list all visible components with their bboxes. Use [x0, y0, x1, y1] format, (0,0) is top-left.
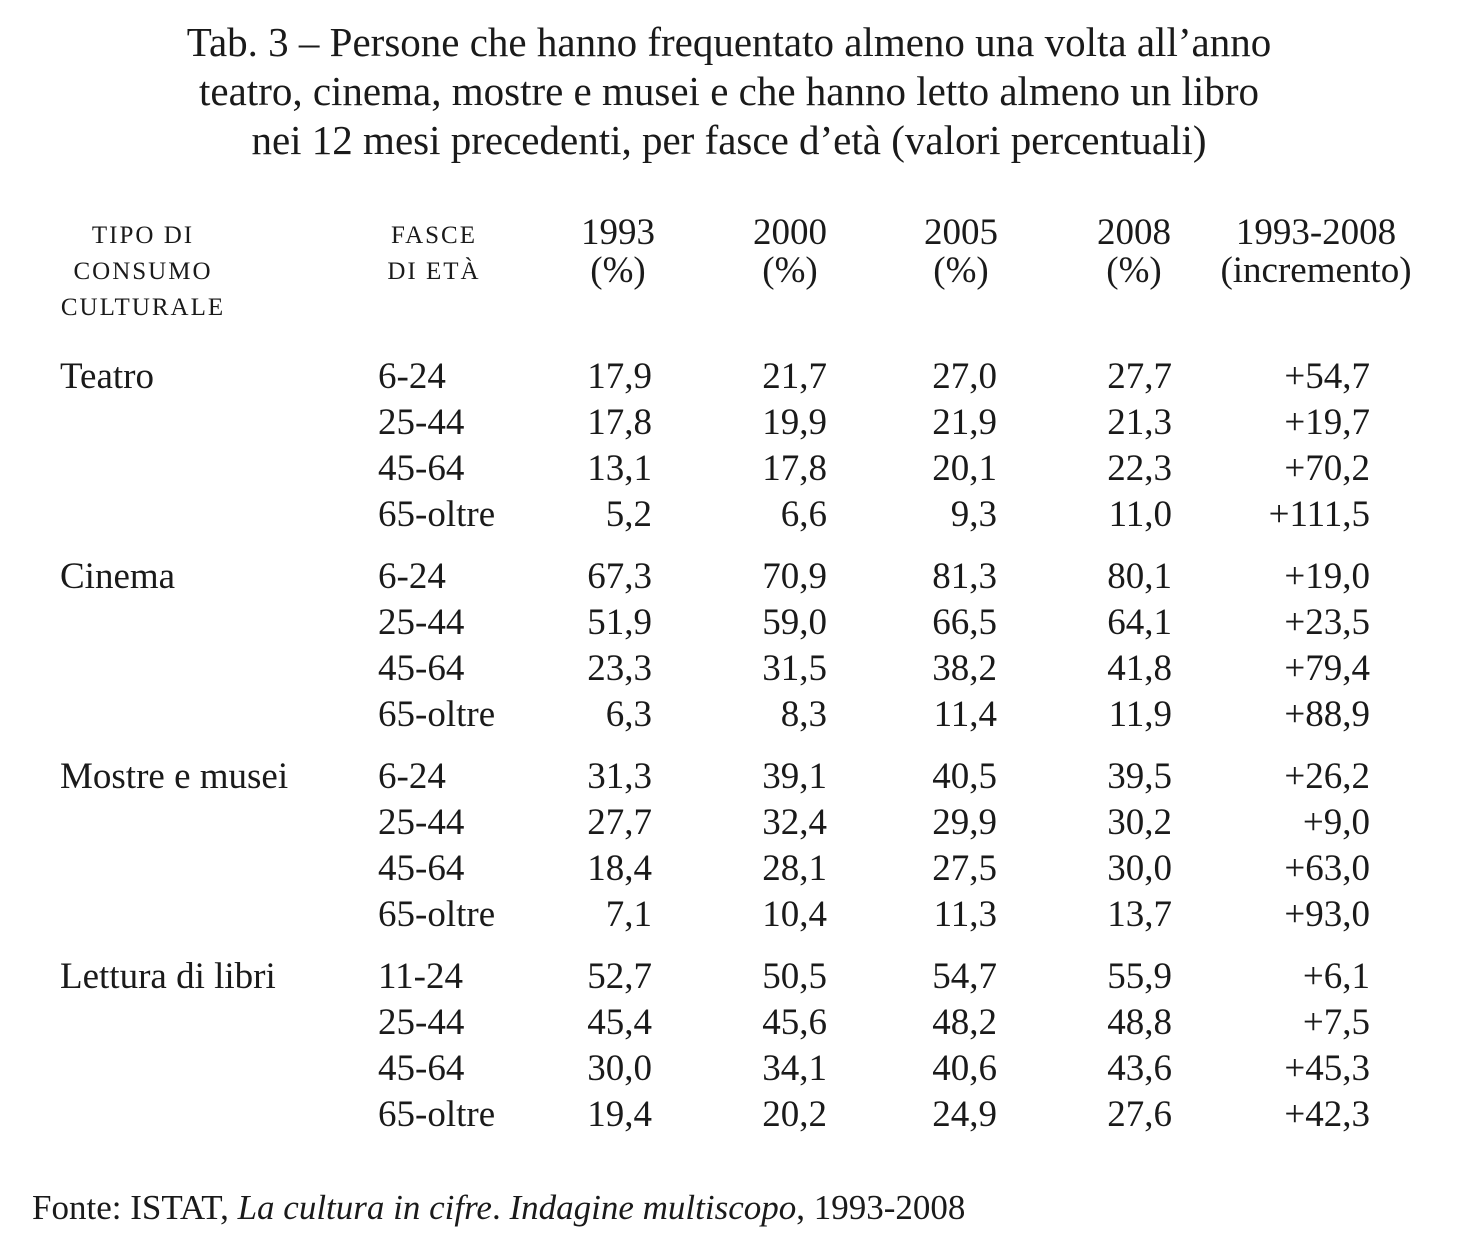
title-line-2: teatro, cinema, mostre e musei e che hanno letto almeno un libro [199, 68, 1259, 114]
value-cell: 38,2 [932, 648, 997, 689]
value-cell: 17,8 [587, 402, 652, 443]
value-cell: 43,6 [1107, 1048, 1172, 1089]
source-middle: . [491, 1188, 510, 1227]
header-col-2005 [891, 214, 1031, 290]
value-cell: 27,0 [932, 356, 997, 397]
source-prefix: Fonte: ISTAT, [32, 1188, 238, 1227]
value-cell: 11,9 [1108, 694, 1172, 735]
age-band-cell: 65-oltre [378, 494, 496, 535]
header-col-year: 1993-2008 [1235, 212, 1397, 253]
value-cell: 48,8 [1107, 1002, 1172, 1043]
age-band-cell: 45-64 [378, 1048, 465, 1089]
value-cell: 22,3 [1107, 448, 1172, 489]
value-cell: 21,9 [932, 402, 997, 443]
title-line-1: Tab. 3 – Persone che hanno frequentato almeno una volta all’anno [186, 19, 1272, 65]
header-col-1993 [548, 214, 688, 290]
value-cell: +9,0 [1302, 802, 1370, 843]
age-band-cell: 65-oltre [378, 894, 496, 935]
value-cell: +19,7 [1284, 402, 1370, 443]
age-band-cell: 6-24 [378, 756, 446, 797]
value-cell: 30,0 [587, 1048, 652, 1089]
value-cell: +54,7 [1284, 356, 1370, 397]
age-band-cell: 25-44 [378, 402, 465, 443]
header-col-year: 2005 [924, 212, 998, 253]
value-cell: 81,3 [932, 556, 997, 597]
value-cell: 13,1 [587, 448, 652, 489]
value-cell: 5,2 [605, 494, 652, 535]
value-cell: 18,4 [587, 848, 652, 889]
age-band-cell: 25-44 [378, 802, 465, 843]
value-cell: +45,3 [1284, 1048, 1370, 1089]
value-cell: +19,0 [1284, 556, 1370, 597]
age-band-cell: 65-oltre [378, 1094, 496, 1135]
header-tipo-line: CONSUMO [73, 258, 213, 285]
age-band-cell: 11-24 [378, 956, 463, 997]
header-col-2008 [1064, 214, 1204, 290]
value-cell: 20,1 [932, 448, 997, 489]
value-cell: +93,0 [1284, 894, 1370, 935]
value-cell: +79,4 [1284, 648, 1370, 689]
value-cell: 45,6 [762, 1002, 827, 1043]
value-cell: 10,4 [762, 894, 827, 935]
value-cell: 41,8 [1107, 648, 1172, 689]
header-col-unit: (incremento) [1220, 250, 1412, 291]
header-fasce [364, 218, 504, 290]
value-cell: 27,5 [932, 848, 997, 889]
age-band-cell: 45-64 [378, 848, 465, 889]
header-col-year: 2008 [1097, 212, 1171, 253]
value-cell: 6,6 [780, 494, 827, 535]
value-cell: 39,1 [762, 756, 827, 797]
header-fasce-line: DI ETÀ [387, 258, 481, 285]
value-cell: 19,9 [762, 402, 827, 443]
value-cell: +26,2 [1284, 756, 1370, 797]
age-band-cell: 25-44 [378, 1002, 465, 1043]
value-cell: 67,3 [587, 556, 652, 597]
age-band-cell: 6-24 [378, 556, 446, 597]
value-cell: 20,2 [762, 1094, 827, 1135]
value-cell: +111,5 [1268, 494, 1370, 535]
value-cell: 17,8 [762, 448, 827, 489]
source-title: La cultura in cifre [237, 1188, 492, 1227]
value-cell: 51,9 [587, 602, 652, 643]
value-cell: 27,7 [587, 802, 652, 843]
value-cell: 11,0 [1108, 494, 1172, 535]
value-cell: 19,4 [587, 1094, 652, 1135]
value-cell: 31,5 [762, 648, 827, 689]
value-cell: 40,5 [932, 756, 997, 797]
value-cell: 30,0 [1107, 848, 1172, 889]
value-cell: 21,7 [762, 356, 827, 397]
value-cell: 64,1 [1107, 602, 1172, 643]
value-cell: 29,9 [932, 802, 997, 843]
header-col-unit: (%) [762, 250, 818, 291]
header-tipo [30, 218, 256, 326]
source-subtitle: Indagine multiscopo [509, 1188, 797, 1227]
value-cell: 8,3 [780, 694, 827, 735]
age-band-cell: 6-24 [378, 356, 446, 397]
value-cell: 59,0 [762, 602, 827, 643]
value-cell: 34,1 [762, 1048, 827, 1089]
value-cell: 30,2 [1107, 802, 1172, 843]
group-label: Mostre e musei [60, 756, 289, 797]
value-cell: 32,4 [762, 802, 827, 843]
source-suffix: , 1993-2008 [796, 1188, 966, 1227]
age-band-cell: 45-64 [378, 648, 465, 689]
value-cell: 31,3 [587, 756, 652, 797]
value-cell: 55,9 [1107, 956, 1172, 997]
value-cell: +88,9 [1284, 694, 1370, 735]
header-col-2000 [720, 214, 860, 290]
header-col-unit: (%) [1106, 250, 1162, 291]
value-cell: 21,3 [1107, 402, 1172, 443]
value-cell: 13,7 [1107, 894, 1172, 935]
value-cell: 7,1 [605, 894, 652, 935]
value-cell: 27,7 [1107, 356, 1172, 397]
value-cell: 70,9 [762, 556, 827, 597]
header-tipo-line: CULTURALE [60, 294, 226, 321]
header-tipo-line: TIPO DI [91, 222, 195, 249]
group-label: Teatro [60, 356, 154, 397]
header-col-unit: (%) [590, 250, 646, 291]
value-cell: 11,4 [933, 694, 997, 735]
source-note [32, 1186, 965, 1230]
value-cell: 40,6 [932, 1048, 997, 1089]
value-cell: 66,5 [932, 602, 997, 643]
header-col-increment [1196, 214, 1436, 290]
header-fasce-line: FASCE [391, 222, 477, 249]
value-cell: 24,9 [932, 1094, 997, 1135]
value-cell: 9,3 [950, 494, 997, 535]
value-cell: 39,5 [1107, 756, 1172, 797]
header-col-unit: (%) [933, 250, 989, 291]
value-cell: +63,0 [1284, 848, 1370, 889]
value-cell: +7,5 [1302, 1002, 1370, 1043]
value-cell: 54,7 [932, 956, 997, 997]
group-label: Lettura di libri [60, 956, 276, 997]
value-cell: 50,5 [762, 956, 827, 997]
value-cell: 48,2 [932, 1002, 997, 1043]
value-cell: 80,1 [1107, 556, 1172, 597]
header-col-year: 1993 [581, 212, 655, 253]
age-band-cell: 25-44 [378, 602, 465, 643]
age-band-cell: 65-oltre [378, 694, 496, 735]
value-cell: +6,1 [1302, 956, 1370, 997]
title-line-3: nei 12 mesi precedenti, per fasce d’età (valori percentuali) [251, 117, 1207, 163]
value-cell: 52,7 [587, 956, 652, 997]
value-cell: 27,6 [1107, 1094, 1172, 1135]
value-cell: 28,1 [762, 848, 827, 889]
value-cell: +42,3 [1284, 1094, 1370, 1135]
age-band-cell: 45-64 [378, 448, 465, 489]
value-cell: 6,3 [605, 694, 652, 735]
group-label: Cinema [60, 556, 176, 597]
header-col-year: 2000 [753, 212, 827, 253]
value-cell: 17,9 [587, 356, 652, 397]
value-cell: 45,4 [587, 1002, 652, 1043]
value-cell: +23,5 [1284, 602, 1370, 643]
value-cell: 11,3 [933, 894, 997, 935]
value-cell: +70,2 [1284, 448, 1370, 489]
value-cell: 23,3 [587, 648, 652, 689]
